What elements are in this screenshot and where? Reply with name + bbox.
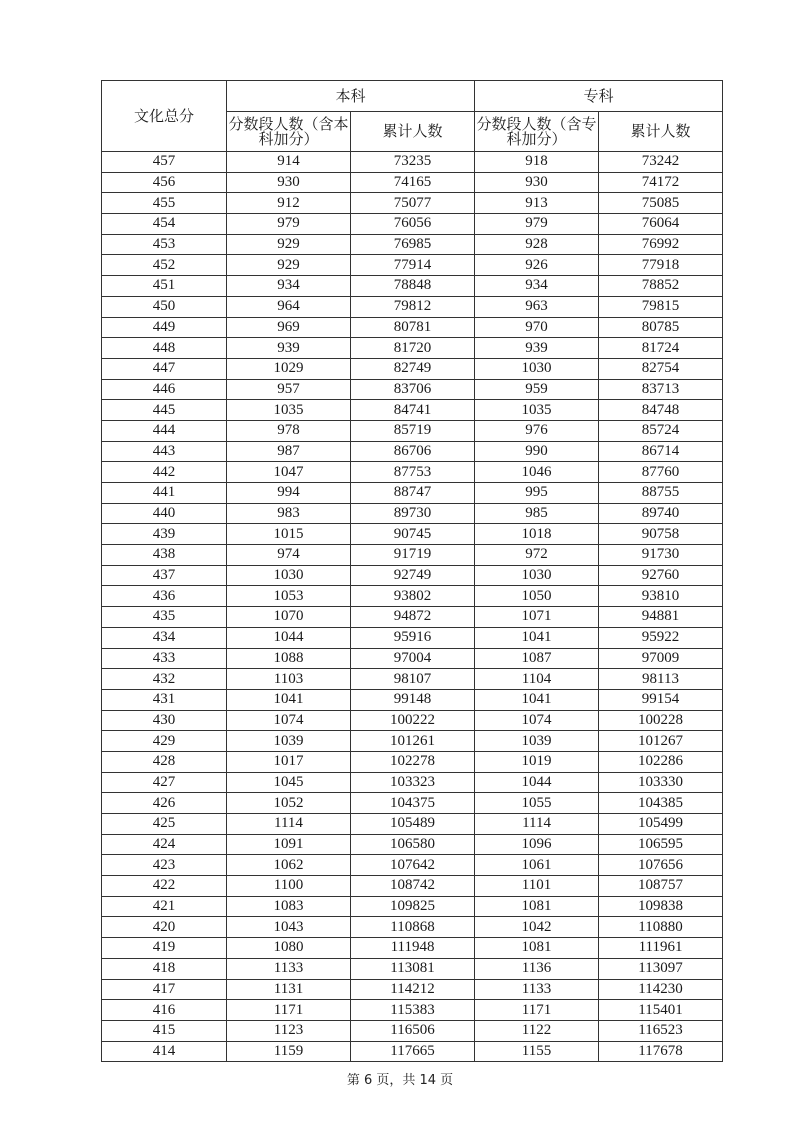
table-row [102,565,723,586]
table-row [102,710,723,731]
table-row [102,772,723,793]
header-undergrad-group: 本科 [227,81,475,112]
score-cell: 417 [102,979,227,1000]
score-cell: 456 [102,172,227,193]
college-segment-cell: 1041 [475,689,599,710]
college-segment-cell: 1030 [475,565,599,586]
undergrad-cumulative-cell: 85719 [351,420,475,441]
college-segment-cell: 934 [475,276,599,297]
undergrad-segment-cell: 1103 [227,669,351,690]
undergrad-segment-cell: 934 [227,276,351,297]
college-segment-cell: 1019 [475,751,599,772]
table-row [102,979,723,1000]
college-segment-cell: 1055 [475,793,599,814]
college-cumulative-cell: 82754 [599,358,723,379]
college-cumulative-cell: 88755 [599,483,723,504]
score-cell: 447 [102,358,227,379]
undergrad-cumulative-cell: 98107 [351,669,475,690]
undergrad-cumulative-cell: 89730 [351,503,475,524]
table-row [102,338,723,359]
table-row [102,896,723,917]
undergrad-segment-cell: 969 [227,317,351,338]
score-cell: 414 [102,1041,227,1062]
college-segment-cell: 1136 [475,958,599,979]
score-cell: 423 [102,855,227,876]
undergrad-segment-cell: 1029 [227,358,351,379]
undergrad-segment-cell: 1123 [227,1020,351,1041]
score-cell: 442 [102,462,227,483]
college-segment-cell: 995 [475,483,599,504]
table-row [102,152,723,173]
undergrad-cumulative-cell: 93802 [351,586,475,607]
college-cumulative-cell: 86714 [599,441,723,462]
college-segment-cell: 1050 [475,586,599,607]
undergrad-segment-cell: 1015 [227,524,351,545]
table-row [102,400,723,421]
undergrad-segment-cell: 1017 [227,751,351,772]
undergrad-cumulative-cell: 105489 [351,814,475,835]
undergrad-cumulative-cell: 74165 [351,172,475,193]
score-cell: 422 [102,876,227,897]
table-row [102,627,723,648]
score-cell: 449 [102,317,227,338]
table-row [102,379,723,400]
undergrad-segment-cell: 1041 [227,689,351,710]
college-cumulative-cell: 99154 [599,689,723,710]
score-cell: 454 [102,214,227,235]
college-cumulative-cell: 87760 [599,462,723,483]
undergrad-cumulative-cell: 82749 [351,358,475,379]
college-segment-cell: 990 [475,441,599,462]
college-segment-cell: 963 [475,296,599,317]
table-row [102,441,723,462]
table-row [102,358,723,379]
college-cumulative-cell: 76064 [599,214,723,235]
undergrad-segment-cell: 987 [227,441,351,462]
college-cumulative-cell: 91730 [599,545,723,566]
header-college-cumulative: 累计人数 [599,112,723,152]
table-row [102,834,723,855]
college-cumulative-cell: 104385 [599,793,723,814]
table-row [102,462,723,483]
college-cumulative-cell: 79815 [599,296,723,317]
undergrad-cumulative-cell: 78848 [351,276,475,297]
college-segment-cell: 1104 [475,669,599,690]
score-cell: 437 [102,565,227,586]
undergrad-segment-cell: 974 [227,545,351,566]
undergrad-segment-cell: 1159 [227,1041,351,1062]
undergrad-segment-cell: 979 [227,214,351,235]
undergrad-cumulative-cell: 113081 [351,958,475,979]
undergrad-cumulative-cell: 111948 [351,938,475,959]
college-cumulative-cell: 80785 [599,317,723,338]
table-row [102,193,723,214]
college-segment-cell: 930 [475,172,599,193]
undergrad-segment-cell: 1171 [227,1000,351,1021]
college-cumulative-cell: 117678 [599,1041,723,1062]
table-row [102,296,723,317]
college-segment-cell: 913 [475,193,599,214]
college-segment-cell: 1171 [475,1000,599,1021]
score-cell: 446 [102,379,227,400]
college-cumulative-cell: 85724 [599,420,723,441]
undergrad-cumulative-cell: 110868 [351,917,475,938]
table-row [102,958,723,979]
college-segment-cell: 918 [475,152,599,173]
undergrad-cumulative-cell: 94872 [351,607,475,628]
undergrad-segment-cell: 1062 [227,855,351,876]
college-cumulative-cell: 92760 [599,565,723,586]
college-cumulative-cell: 93810 [599,586,723,607]
undergrad-cumulative-cell: 83706 [351,379,475,400]
college-cumulative-cell: 110880 [599,917,723,938]
table-row [102,938,723,959]
undergrad-cumulative-cell: 92749 [351,565,475,586]
college-segment-cell: 1081 [475,896,599,917]
college-segment-cell: 1096 [475,834,599,855]
college-segment-cell: 979 [475,214,599,235]
undergrad-cumulative-cell: 99148 [351,689,475,710]
college-segment-cell: 1039 [475,731,599,752]
college-segment-cell: 1041 [475,627,599,648]
college-segment-cell: 970 [475,317,599,338]
score-cell: 419 [102,938,227,959]
undergrad-cumulative-cell: 75077 [351,193,475,214]
college-cumulative-cell: 76992 [599,234,723,255]
undergrad-segment-cell: 914 [227,152,351,173]
college-segment-cell: 1030 [475,358,599,379]
score-cell: 429 [102,731,227,752]
table-row [102,586,723,607]
score-cell: 444 [102,420,227,441]
score-cell: 436 [102,586,227,607]
undergrad-segment-cell: 1045 [227,772,351,793]
undergrad-cumulative-cell: 116506 [351,1020,475,1041]
undergrad-cumulative-cell: 106580 [351,834,475,855]
score-cell: 415 [102,1020,227,1041]
undergrad-segment-cell: 957 [227,379,351,400]
table-row [102,793,723,814]
college-cumulative-cell: 116523 [599,1020,723,1041]
undergrad-segment-cell: 1091 [227,834,351,855]
score-cell: 421 [102,896,227,917]
score-cell: 435 [102,607,227,628]
undergrad-cumulative-cell: 77914 [351,255,475,276]
score-cell: 457 [102,152,227,173]
table-row [102,855,723,876]
header-total-score: 文化总分 [102,81,227,152]
page-number: 第 6 页，共 14 页 [346,1073,454,1088]
undergrad-cumulative-cell: 81720 [351,338,475,359]
undergrad-cumulative-cell: 104375 [351,793,475,814]
undergrad-segment-cell: 1035 [227,400,351,421]
undergrad-cumulative-cell: 91719 [351,545,475,566]
table-row [102,607,723,628]
score-cell: 441 [102,483,227,504]
undergrad-segment-cell: 1043 [227,917,351,938]
college-segment-cell: 1018 [475,524,599,545]
college-cumulative-cell: 115401 [599,1000,723,1021]
table-row [102,814,723,835]
college-segment-cell: 1071 [475,607,599,628]
undergrad-cumulative-cell: 80781 [351,317,475,338]
score-cell: 426 [102,793,227,814]
undergrad-segment-cell: 1052 [227,793,351,814]
undergrad-cumulative-cell: 115383 [351,1000,475,1021]
college-cumulative-cell: 74172 [599,172,723,193]
undergrad-segment-cell: 929 [227,255,351,276]
undergrad-cumulative-cell: 88747 [351,483,475,504]
undergrad-segment-cell: 994 [227,483,351,504]
undergrad-segment-cell: 1044 [227,627,351,648]
undergrad-cumulative-cell: 84741 [351,400,475,421]
college-segment-cell: 1114 [475,814,599,835]
college-segment-cell: 1122 [475,1020,599,1041]
score-cell: 445 [102,400,227,421]
undergrad-segment-cell: 1030 [227,565,351,586]
college-segment-cell: 1044 [475,772,599,793]
college-cumulative-cell: 83713 [599,379,723,400]
score-cell: 448 [102,338,227,359]
college-segment-cell: 1074 [475,710,599,731]
score-cell: 453 [102,234,227,255]
header-undergrad-cumulative: 累计人数 [351,112,475,152]
college-cumulative-cell: 98113 [599,669,723,690]
undergrad-segment-cell: 1070 [227,607,351,628]
undergrad-cumulative-cell: 100222 [351,710,475,731]
undergrad-segment-cell: 912 [227,193,351,214]
undergrad-cumulative-cell: 86706 [351,441,475,462]
score-cell: 434 [102,627,227,648]
college-segment-cell: 926 [475,255,599,276]
score-cell: 431 [102,689,227,710]
score-cell: 430 [102,710,227,731]
college-cumulative-cell: 114230 [599,979,723,1000]
college-segment-cell: 1155 [475,1041,599,1062]
college-segment-cell: 1042 [475,917,599,938]
table-row [102,917,723,938]
undergrad-segment-cell: 1133 [227,958,351,979]
undergrad-segment-cell: 1088 [227,648,351,669]
table-row [102,1020,723,1041]
score-cell: 433 [102,648,227,669]
score-cell: 420 [102,917,227,938]
table-row [102,420,723,441]
score-cell: 455 [102,193,227,214]
college-segment-cell: 1101 [475,876,599,897]
college-segment-cell: 959 [475,379,599,400]
undergrad-segment-cell: 929 [227,234,351,255]
college-segment-cell: 1061 [475,855,599,876]
score-cell: 418 [102,958,227,979]
undergrad-segment-cell: 978 [227,420,351,441]
college-segment-cell: 972 [475,545,599,566]
college-cumulative-cell: 89740 [599,503,723,524]
college-segment-cell: 939 [475,338,599,359]
undergrad-segment-cell: 1074 [227,710,351,731]
table-row [102,669,723,690]
college-cumulative-cell: 73242 [599,152,723,173]
college-cumulative-cell: 102286 [599,751,723,772]
undergrad-segment-cell: 1053 [227,586,351,607]
undergrad-cumulative-cell: 79812 [351,296,475,317]
undergrad-segment-cell: 939 [227,338,351,359]
college-cumulative-cell: 90758 [599,524,723,545]
table-row [102,503,723,524]
undergrad-cumulative-cell: 76985 [351,234,475,255]
undergrad-segment-cell: 983 [227,503,351,524]
college-cumulative-cell: 81724 [599,338,723,359]
header-college-group: 专科 [475,81,723,112]
college-cumulative-cell: 78852 [599,276,723,297]
college-cumulative-cell: 113097 [599,958,723,979]
college-cumulative-cell: 107656 [599,855,723,876]
undergrad-cumulative-cell: 90745 [351,524,475,545]
score-cell: 432 [102,669,227,690]
college-cumulative-cell: 94881 [599,607,723,628]
table-row [102,276,723,297]
table-row [102,1000,723,1021]
score-cell: 416 [102,1000,227,1021]
table-row [102,751,723,772]
undergrad-cumulative-cell: 97004 [351,648,475,669]
undergrad-segment-cell: 1039 [227,731,351,752]
undergrad-cumulative-cell: 114212 [351,979,475,1000]
college-segment-cell: 985 [475,503,599,524]
college-segment-cell: 1087 [475,648,599,669]
college-cumulative-cell: 108757 [599,876,723,897]
college-cumulative-cell: 109838 [599,896,723,917]
score-cell: 425 [102,814,227,835]
table-row [102,483,723,504]
undergrad-segment-cell: 1080 [227,938,351,959]
undergrad-segment-cell: 930 [227,172,351,193]
college-cumulative-cell: 95922 [599,627,723,648]
undergrad-cumulative-cell: 109825 [351,896,475,917]
score-cell: 440 [102,503,227,524]
table-row [102,1041,723,1062]
undergrad-segment-cell: 1047 [227,462,351,483]
undergrad-cumulative-cell: 73235 [351,152,475,173]
undergrad-segment-cell: 1131 [227,979,351,1000]
score-distribution-table [101,80,723,1062]
college-cumulative-cell: 111961 [599,938,723,959]
score-cell: 427 [102,772,227,793]
undergrad-segment-cell: 1083 [227,896,351,917]
table-row [102,545,723,566]
header-undergrad-segment: 分数段人数（含本科加分） [227,112,351,152]
undergrad-cumulative-cell: 95916 [351,627,475,648]
college-cumulative-cell: 106595 [599,834,723,855]
college-cumulative-cell: 101267 [599,731,723,752]
undergrad-segment-cell: 964 [227,296,351,317]
table-row [102,214,723,235]
undergrad-cumulative-cell: 108742 [351,876,475,897]
college-cumulative-cell: 84748 [599,400,723,421]
undergrad-cumulative-cell: 102278 [351,751,475,772]
table-row [102,648,723,669]
table-row [102,689,723,710]
header-college-segment: 分数段人数（含专科加分） [475,112,599,152]
college-segment-cell: 928 [475,234,599,255]
undergrad-cumulative-cell: 117665 [351,1041,475,1062]
college-cumulative-cell: 75085 [599,193,723,214]
undergrad-segment-cell: 1114 [227,814,351,835]
table-body [102,152,723,1062]
table-row [102,317,723,338]
table-row [102,234,723,255]
score-cell: 443 [102,441,227,462]
score-cell: 438 [102,545,227,566]
college-cumulative-cell: 100228 [599,710,723,731]
score-cell: 439 [102,524,227,545]
table-row [102,524,723,545]
table-row [102,172,723,193]
college-cumulative-cell: 77918 [599,255,723,276]
college-segment-cell: 1046 [475,462,599,483]
undergrad-cumulative-cell: 101261 [351,731,475,752]
undergrad-segment-cell: 1100 [227,876,351,897]
college-cumulative-cell: 97009 [599,648,723,669]
score-cell: 452 [102,255,227,276]
college-cumulative-cell: 105499 [599,814,723,835]
undergrad-cumulative-cell: 103323 [351,772,475,793]
college-segment-cell: 976 [475,420,599,441]
college-segment-cell: 1133 [475,979,599,1000]
table-row [102,255,723,276]
table-row [102,731,723,752]
score-cell: 424 [102,834,227,855]
score-cell: 428 [102,751,227,772]
undergrad-cumulative-cell: 87753 [351,462,475,483]
score-cell: 450 [102,296,227,317]
college-segment-cell: 1035 [475,400,599,421]
table-row [102,876,723,897]
college-cumulative-cell: 103330 [599,772,723,793]
score-cell: 451 [102,276,227,297]
undergrad-cumulative-cell: 76056 [351,214,475,235]
college-segment-cell: 1081 [475,938,599,959]
undergrad-cumulative-cell: 107642 [351,855,475,876]
